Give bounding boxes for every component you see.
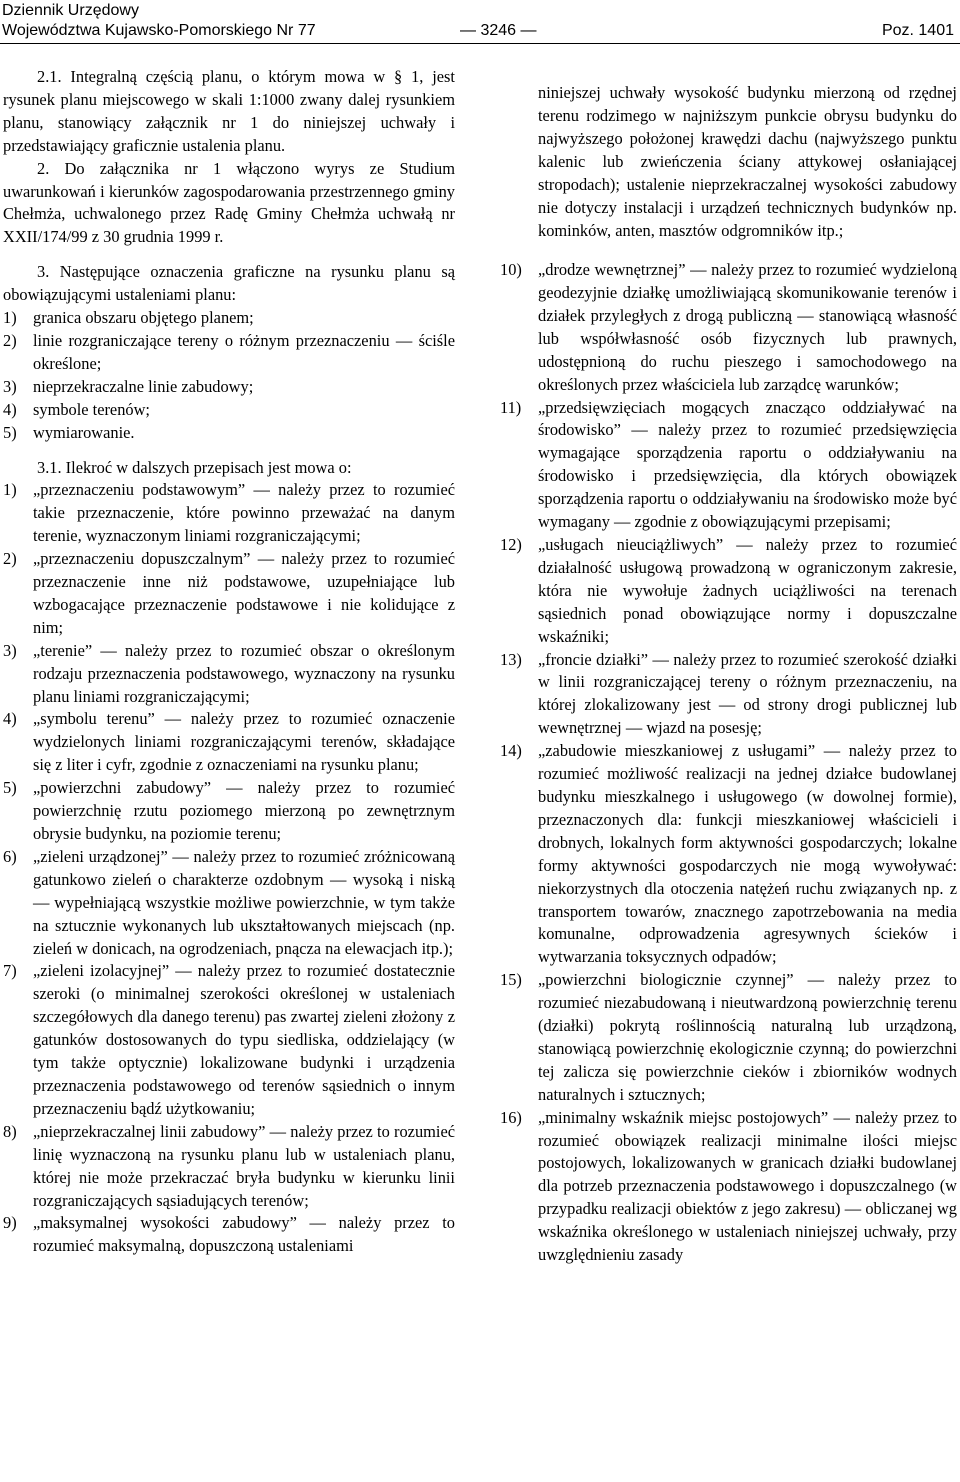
- list-item: 3) „terenie” — należy przez to rozumieć obszar o określonym rodzaju przeznaczenia podstawowego, wyznaczony na rysunku planu liniami rozgraniczającymi;: [3, 640, 455, 706]
- paragraph-3-1: 3.1. Ilekroć w dalszych przepisach jest mowa o:: [37, 457, 352, 477]
- paragraph-3: 3. Następujące oznaczenia graficzne na rysunku planu są obowiązującymi ustaleniami planu:: [3, 262, 455, 305]
- list-item: 6) „zieleni urządzonej” — należy przez to rozumieć zróżnicowaną gatunkowo zieleń o charakterze ozdobnym — wysoką i niską — wypełniającą wszystkie możliwe powierzchnie, w tym także na sztucznie wykonanych lub ukształtowanych miejscach (np. zieleń w donicach, na ogrodzeniach, pnącza na elewacjach itp.);: [3, 846, 455, 958]
- position-number: Poz. 1401: [881, 22, 954, 39]
- list-item: 9) „maksymalnej wysokości zabudowy” — należy przez to rozumieć maksymalną, dopuszczoną ustaleniami: [3, 1213, 455, 1256]
- list-item: 1) „przeznaczeniu podstawowym” — należy przez to rozumieć takie przeznaczenie, które powinno przeważać na danym terenie, wyznaczonym liniami rozgraniczającymi;: [3, 480, 455, 546]
- list-item: 3) nieprzekraczalne linie zabudowy;: [3, 376, 254, 396]
- continued-definition-text: niniejszej uchwały wysokość budynku mierzoną od rzędnej terenu rodzimego w najniższym punkcie obrysu budynku do najwyższego położonej krawędzi dachu (najwyższego punktu kalenic lub zwieńczenia ściany attykowej osłaniającej stropodach); ustalenie nieprzekraczalnej wysokości zabudowy nie dotyczy instalacji i urządzeń technicznych budynków np. kominków, anten, masztów odgromników itp.;: [538, 83, 957, 240]
- list-item: 4) symbole terenów;: [3, 399, 150, 419]
- page-number: — 3246 —: [460, 22, 537, 39]
- list-item: 15) „powierzchni biologicznie czynnej” — należy przez to rozumieć niezabudowaną i nieutwardzoną powierzchnię terenu (działki) pokrytą roślinnością naturalną lub urządzoną, stanowiącą powierzchnię ekologicznie czynną; do powierzchni tej zalicza się powierzchnie cieków i zbiorników wodnych naturalnych i sztucznych;: [500, 970, 957, 1104]
- paragraph-2-2: 2. Do załącznika nr 1 włączono wyrys ze Studium uwarunkowań i kierunków zagospodarowania przestrzennego gminy Chełmża, uchwalonego przez Radę Gminy Chełmża uchwałą nr XXII/174/99 z 30 grudnia 1999 r.: [3, 158, 455, 247]
- list-item: 14) „zabudowie mieszkaniowej z usługami” — należy przez to rozumieć możliwość realizacji na jednej działce budowlanej budynku mieszkalnego i usługowego (w dowolnej formie), przeznaczonych dla: funkcji mieszkaniowej właścicieli i drobnych, lokalnych form aktywności gospodarczych; lokalne formy aktywności gospodarczych nie mogą wywoływać: niekorzystnych dla otoczenia natężeń ruchu związanych np. z transportem towarów, znacznego zapotrzebowania na media komunalne, odprowadzenia agresywnych ścieków i wytwarzania toksycznych odpadów;: [500, 741, 957, 967]
- header-rule: [0, 43, 960, 44]
- list-item: 10) „drodze wewnętrznej” — należy przez to rozumieć wydzieloną geodezyjnie działkę umożliwiającą skomunikowanie terenów i działek przyległych z drogą publiczną — stanowiącą własność lub współwłasność osób fizycznych lub prawnych, udostępnioną do ruchu pieszego i samochodowego na określonych przez właściciela lub zarządcę warunków;: [500, 260, 957, 394]
- list-item: 11) „przedsięwzięciach mogących znacząco oddziaływać na środowisko” — należy przez to rozumieć przedsięwzięcia wymagające sporządzenia raportu o oddziaływaniu na środowisko i przedsięwzięcia, dla których obowiązek sporządzenia raportu o oddziaływaniu na środowisko może być wymagany — zgodnie z obowiązującymi przepisami;: [500, 397, 957, 532]
- list-item: 5) wymiarowanie.: [3, 422, 135, 442]
- definitions-list-continued: [500, 259, 957, 1267]
- list-item: 4) „symbolu terenu” — należy przez to rozumieć oznaczenie wydzielonych liniami rozgraniczającymi terenów, składające się z liter i cyfr, zgodnie z oznaczeniami na rysunku planu;: [3, 709, 455, 775]
- list-item: 8) „nieprzekraczalnej linii zabudowy” — należy przez to rozumieć linię wyznaczoną na rysunku planu lub w ustaleniach planu, której nie może przekraczać bryła budynku w kierunku linii rozgraniczających sąsiadujących terenów;: [3, 1121, 455, 1210]
- paragraph-2-1: 2.1. Integralną częścią planu, o którym mowa w § 1, jest rysunek planu miejscowego w skali 1:1000 zwany dalej rysunkiem planu, stanowiący załącznik nr 1 do niniejszej uchwały i przedstawiający graficznie ustalenia planu.: [3, 67, 455, 155]
- left-column: [3, 66, 455, 1258]
- list-item: 16) „minimalny wskaźnik miejsc postojowych” — należy przez to rozumieć obowiązek realizacji minimalne ilości miejsc postojowych, lokalizowanych w granicach działki budowlanej dla potrzeb przeznaczenia podstawowego i dopuszczalnego (w przypadku realizacji obiektów z jego zakresu) — obliczanej wg wskaźnika określonego w ustaleniach niniejszej uchwały, przy uwzględnieniu zasady: [500, 1107, 957, 1265]
- definitions-list: [3, 479, 455, 1258]
- journal-region: Województwa Kujawsko-Pomorskiego Nr 77: [2, 22, 316, 39]
- journal-title: Dziennik Urzędowy: [2, 2, 139, 19]
- right-column: [500, 66, 957, 1267]
- list-item: 7) „zieleni izolacyjnej” — należy przez to rozumieć dostatecznie szeroki (o minimalnej szerokości określonej w ustaleniach szczegółowych dla danego terenu) pas zwartej zieleni złożony z gatunków dostosowanych do typu siedliska, oddzielający (w tym także optycznie) lokalizowane budynki i urządzenia przeznaczenia podstawowego od terenów sąsiednich o innym przeznaczeniu bądź użytkowaniu;: [3, 961, 455, 1118]
- list-item: 2) „przeznaczeniu dopuszczalnym” — należy przez to rozumieć przeznaczenie inne niż podstawowe, uzupełniające lub wzbogacające przeznaczenie podstawowe i nie kolidujące z nim;: [3, 549, 455, 637]
- page-header: [0, 0, 960, 44]
- list-item: 5) „powierzchni zabudowy” — należy przez to rozumieć powierzchnię rzutu poziomego mierzoną po zewnętrznym obrysie budynku, na poziomie terenu;: [3, 778, 455, 843]
- list-item: 13) „froncie działki” — należy przez to rozumieć szerokość działki w linii rozgraniczającej tereny o różnym przeznaczeniu, na której zlokalizowany jest — od strony drogi publicznej lub wewnętrznej — wjazd na posesję;: [500, 649, 957, 738]
- graphic-markings-list: [3, 307, 455, 444]
- list-item: 1) granica obszaru objętego planem;: [3, 308, 254, 328]
- list-item: 12) „usługach nieuciążliwych” — należy przez to rozumieć działalność usługową prowadzoną w ograniczonym zakresie, która nie wywołuje żadnych uciążliwości na terenach sąsiednich ponad obowiązujące normy i dopuszczalne wskaźniki;: [500, 535, 957, 646]
- list-item: 2) linie rozgraniczające tereny o różnym przeznaczeniu — ściśle określone;: [3, 330, 455, 373]
